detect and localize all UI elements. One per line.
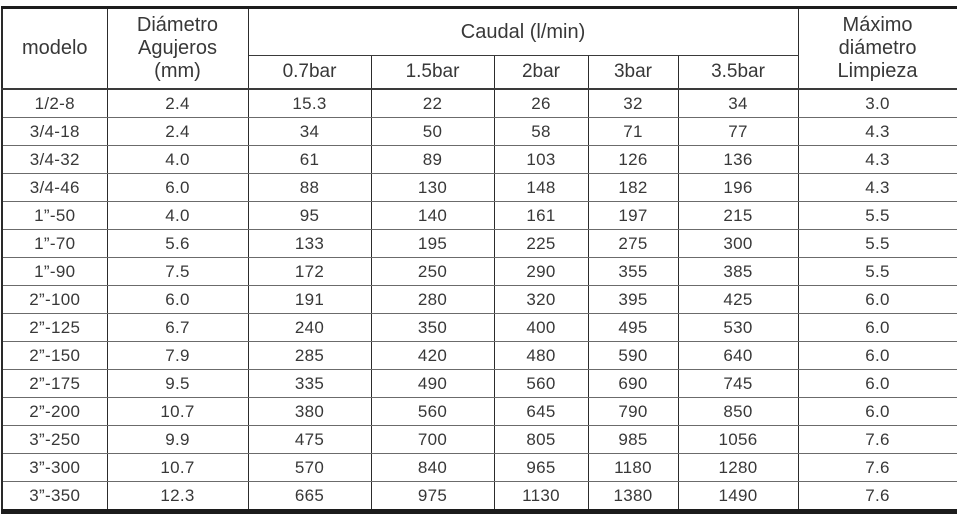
cell-caudal-1-5bar: 350 bbox=[371, 314, 494, 342]
cell-maximo-diametro-limpieza: 6.0 bbox=[798, 398, 957, 426]
cell-caudal-1-5bar: 840 bbox=[371, 454, 494, 482]
cell-caudal-3-5bar: 34 bbox=[678, 89, 798, 118]
cell-caudal-3-5bar: 385 bbox=[678, 258, 798, 286]
cell-maximo-diametro-limpieza: 7.6 bbox=[798, 426, 957, 454]
cell-modelo: 1”-70 bbox=[2, 230, 107, 258]
cell-modelo: 2”-100 bbox=[2, 286, 107, 314]
cell-caudal-3-5bar: 425 bbox=[678, 286, 798, 314]
table-row bbox=[2, 426, 957, 454]
cell-maximo-diametro-limpieza: 5.5 bbox=[798, 202, 957, 230]
table-row bbox=[2, 482, 957, 512]
table-row bbox=[2, 146, 957, 174]
cell-diametro-agujeros-mm: 9.5 bbox=[107, 370, 248, 398]
cell-caudal-3bar: 790 bbox=[588, 398, 678, 426]
cell-modelo: 2”-200 bbox=[2, 398, 107, 426]
table-row bbox=[2, 398, 957, 426]
table-row bbox=[2, 89, 957, 118]
cell-caudal-3-5bar: 745 bbox=[678, 370, 798, 398]
flow-rate-spec-table bbox=[1, 6, 957, 514]
table-body bbox=[2, 89, 957, 512]
cell-caudal-3bar: 495 bbox=[588, 314, 678, 342]
header-caudal-1-5bar: 1.5bar bbox=[371, 56, 494, 90]
cell-caudal-2bar: 480 bbox=[494, 342, 588, 370]
cell-caudal-3-5bar: 215 bbox=[678, 202, 798, 230]
cell-diametro-agujeros-mm: 2.4 bbox=[107, 118, 248, 146]
cell-caudal-2bar: 560 bbox=[494, 370, 588, 398]
table-row bbox=[2, 286, 957, 314]
cell-caudal-2bar: 320 bbox=[494, 286, 588, 314]
cell-caudal-1-5bar: 89 bbox=[371, 146, 494, 174]
cell-caudal-3bar: 1380 bbox=[588, 482, 678, 512]
cell-maximo-diametro-limpieza: 7.6 bbox=[798, 454, 957, 482]
cell-diametro-agujeros-mm: 4.0 bbox=[107, 202, 248, 230]
cell-caudal-1-5bar: 700 bbox=[371, 426, 494, 454]
cell-maximo-diametro-limpieza: 4.3 bbox=[798, 174, 957, 202]
cell-diametro-agujeros-mm: 10.7 bbox=[107, 398, 248, 426]
cell-caudal-1-5bar: 560 bbox=[371, 398, 494, 426]
cell-maximo-diametro-limpieza: 6.0 bbox=[798, 314, 957, 342]
cell-maximo-diametro-limpieza: 4.3 bbox=[798, 118, 957, 146]
cell-diametro-agujeros-mm: 2.4 bbox=[107, 89, 248, 118]
cell-caudal-3-5bar: 640 bbox=[678, 342, 798, 370]
cell-caudal-3bar: 32 bbox=[588, 89, 678, 118]
cell-modelo: 1”-90 bbox=[2, 258, 107, 286]
cell-caudal-3-5bar: 530 bbox=[678, 314, 798, 342]
cell-caudal-2bar: 400 bbox=[494, 314, 588, 342]
cell-caudal-0-7bar: 34 bbox=[248, 118, 371, 146]
table-row bbox=[2, 454, 957, 482]
cell-caudal-2bar: 103 bbox=[494, 146, 588, 174]
cell-caudal-0-7bar: 88 bbox=[248, 174, 371, 202]
cell-caudal-0-7bar: 285 bbox=[248, 342, 371, 370]
table-row bbox=[2, 342, 957, 370]
header-modelo: modelo bbox=[2, 8, 107, 90]
cell-diametro-agujeros-mm: 5.6 bbox=[107, 230, 248, 258]
cell-caudal-0-7bar: 380 bbox=[248, 398, 371, 426]
cell-caudal-3-5bar: 77 bbox=[678, 118, 798, 146]
table-row bbox=[2, 370, 957, 398]
cell-caudal-1-5bar: 130 bbox=[371, 174, 494, 202]
cell-modelo: 3”-350 bbox=[2, 482, 107, 512]
cell-caudal-0-7bar: 240 bbox=[248, 314, 371, 342]
cell-caudal-2bar: 1130 bbox=[494, 482, 588, 512]
cell-caudal-0-7bar: 665 bbox=[248, 482, 371, 512]
cell-caudal-3bar: 590 bbox=[588, 342, 678, 370]
header-row-groups bbox=[2, 8, 957, 56]
cell-caudal-1-5bar: 195 bbox=[371, 230, 494, 258]
cell-caudal-2bar: 645 bbox=[494, 398, 588, 426]
cell-diametro-agujeros-mm: 6.0 bbox=[107, 174, 248, 202]
cell-maximo-diametro-limpieza: 6.0 bbox=[798, 286, 957, 314]
cell-maximo-diametro-limpieza: 6.0 bbox=[798, 342, 957, 370]
cell-caudal-2bar: 161 bbox=[494, 202, 588, 230]
cell-caudal-0-7bar: 475 bbox=[248, 426, 371, 454]
cell-maximo-diametro-limpieza: 3.0 bbox=[798, 89, 957, 118]
cell-modelo: 2”-125 bbox=[2, 314, 107, 342]
header-caudal-2bar: 2bar bbox=[494, 56, 588, 90]
cell-caudal-1-5bar: 250 bbox=[371, 258, 494, 286]
cell-diametro-agujeros-mm: 6.7 bbox=[107, 314, 248, 342]
cell-caudal-3bar: 71 bbox=[588, 118, 678, 146]
cell-caudal-3bar: 690 bbox=[588, 370, 678, 398]
cell-caudal-2bar: 26 bbox=[494, 89, 588, 118]
cell-caudal-2bar: 965 bbox=[494, 454, 588, 482]
cell-caudal-1-5bar: 140 bbox=[371, 202, 494, 230]
cell-caudal-3bar: 1180 bbox=[588, 454, 678, 482]
cell-maximo-diametro-limpieza: 4.3 bbox=[798, 146, 957, 174]
cell-caudal-3-5bar: 850 bbox=[678, 398, 798, 426]
cell-caudal-1-5bar: 280 bbox=[371, 286, 494, 314]
cell-caudal-1-5bar: 490 bbox=[371, 370, 494, 398]
cell-caudal-0-7bar: 15.3 bbox=[248, 89, 371, 118]
table-row bbox=[2, 314, 957, 342]
cell-modelo: 1”-50 bbox=[2, 202, 107, 230]
cell-caudal-0-7bar: 570 bbox=[248, 454, 371, 482]
cell-caudal-0-7bar: 61 bbox=[248, 146, 371, 174]
cell-maximo-diametro-limpieza: 5.5 bbox=[798, 258, 957, 286]
cell-caudal-0-7bar: 191 bbox=[248, 286, 371, 314]
cell-diametro-agujeros-mm: 10.7 bbox=[107, 454, 248, 482]
cell-caudal-1-5bar: 50 bbox=[371, 118, 494, 146]
header-caudal-0-7bar: 0.7bar bbox=[248, 56, 371, 90]
cell-caudal-3bar: 355 bbox=[588, 258, 678, 286]
cell-modelo: 1/2-8 bbox=[2, 89, 107, 118]
cell-caudal-0-7bar: 95 bbox=[248, 202, 371, 230]
header-caudal-3bar: 3bar bbox=[588, 56, 678, 90]
cell-caudal-3bar: 197 bbox=[588, 202, 678, 230]
cell-caudal-1-5bar: 420 bbox=[371, 342, 494, 370]
cell-caudal-3bar: 182 bbox=[588, 174, 678, 202]
cell-diametro-agujeros-mm: 12.3 bbox=[107, 482, 248, 512]
cell-caudal-1-5bar: 975 bbox=[371, 482, 494, 512]
cell-caudal-3-5bar: 196 bbox=[678, 174, 798, 202]
cell-caudal-3-5bar: 1490 bbox=[678, 482, 798, 512]
cell-caudal-3-5bar: 300 bbox=[678, 230, 798, 258]
cell-caudal-2bar: 148 bbox=[494, 174, 588, 202]
cell-caudal-2bar: 290 bbox=[494, 258, 588, 286]
cell-modelo: 3”-250 bbox=[2, 426, 107, 454]
cell-modelo: 2”-150 bbox=[2, 342, 107, 370]
cell-diametro-agujeros-mm: 6.0 bbox=[107, 286, 248, 314]
cell-modelo: 3/4-18 bbox=[2, 118, 107, 146]
cell-diametro-agujeros-mm: 7.5 bbox=[107, 258, 248, 286]
cell-caudal-2bar: 58 bbox=[494, 118, 588, 146]
header-maximo-diametro: Máximo diámetro Limpieza bbox=[798, 8, 957, 90]
cell-caudal-1-5bar: 22 bbox=[371, 89, 494, 118]
cell-caudal-3-5bar: 1056 bbox=[678, 426, 798, 454]
header-diametro-agujeros: Diámetro Agujeros (mm) bbox=[107, 8, 248, 90]
table-row bbox=[2, 202, 957, 230]
cell-caudal-3-5bar: 136 bbox=[678, 146, 798, 174]
cell-modelo: 3”-300 bbox=[2, 454, 107, 482]
header-caudal-group: Caudal (l/min) bbox=[248, 8, 798, 56]
table-row bbox=[2, 174, 957, 202]
cell-caudal-0-7bar: 133 bbox=[248, 230, 371, 258]
cell-modelo: 2”-175 bbox=[2, 370, 107, 398]
cell-maximo-diametro-limpieza: 6.0 bbox=[798, 370, 957, 398]
cell-maximo-diametro-limpieza: 7.6 bbox=[798, 482, 957, 512]
cell-caudal-0-7bar: 335 bbox=[248, 370, 371, 398]
cell-diametro-agujeros-mm: 7.9 bbox=[107, 342, 248, 370]
header-caudal-3-5bar: 3.5bar bbox=[678, 56, 798, 90]
cell-diametro-agujeros-mm: 9.9 bbox=[107, 426, 248, 454]
cell-caudal-3bar: 985 bbox=[588, 426, 678, 454]
cell-diametro-agujeros-mm: 4.0 bbox=[107, 146, 248, 174]
cell-caudal-0-7bar: 172 bbox=[248, 258, 371, 286]
cell-caudal-2bar: 225 bbox=[494, 230, 588, 258]
cell-caudal-3bar: 126 bbox=[588, 146, 678, 174]
table-row bbox=[2, 230, 957, 258]
cell-maximo-diametro-limpieza: 5.5 bbox=[798, 230, 957, 258]
cell-caudal-2bar: 805 bbox=[494, 426, 588, 454]
table-header bbox=[2, 8, 957, 90]
cell-modelo: 3/4-32 bbox=[2, 146, 107, 174]
cell-caudal-3bar: 275 bbox=[588, 230, 678, 258]
table-row bbox=[2, 118, 957, 146]
cell-caudal-3bar: 395 bbox=[588, 286, 678, 314]
cell-caudal-3-5bar: 1280 bbox=[678, 454, 798, 482]
cell-modelo: 3/4-46 bbox=[2, 174, 107, 202]
table-row bbox=[2, 258, 957, 286]
